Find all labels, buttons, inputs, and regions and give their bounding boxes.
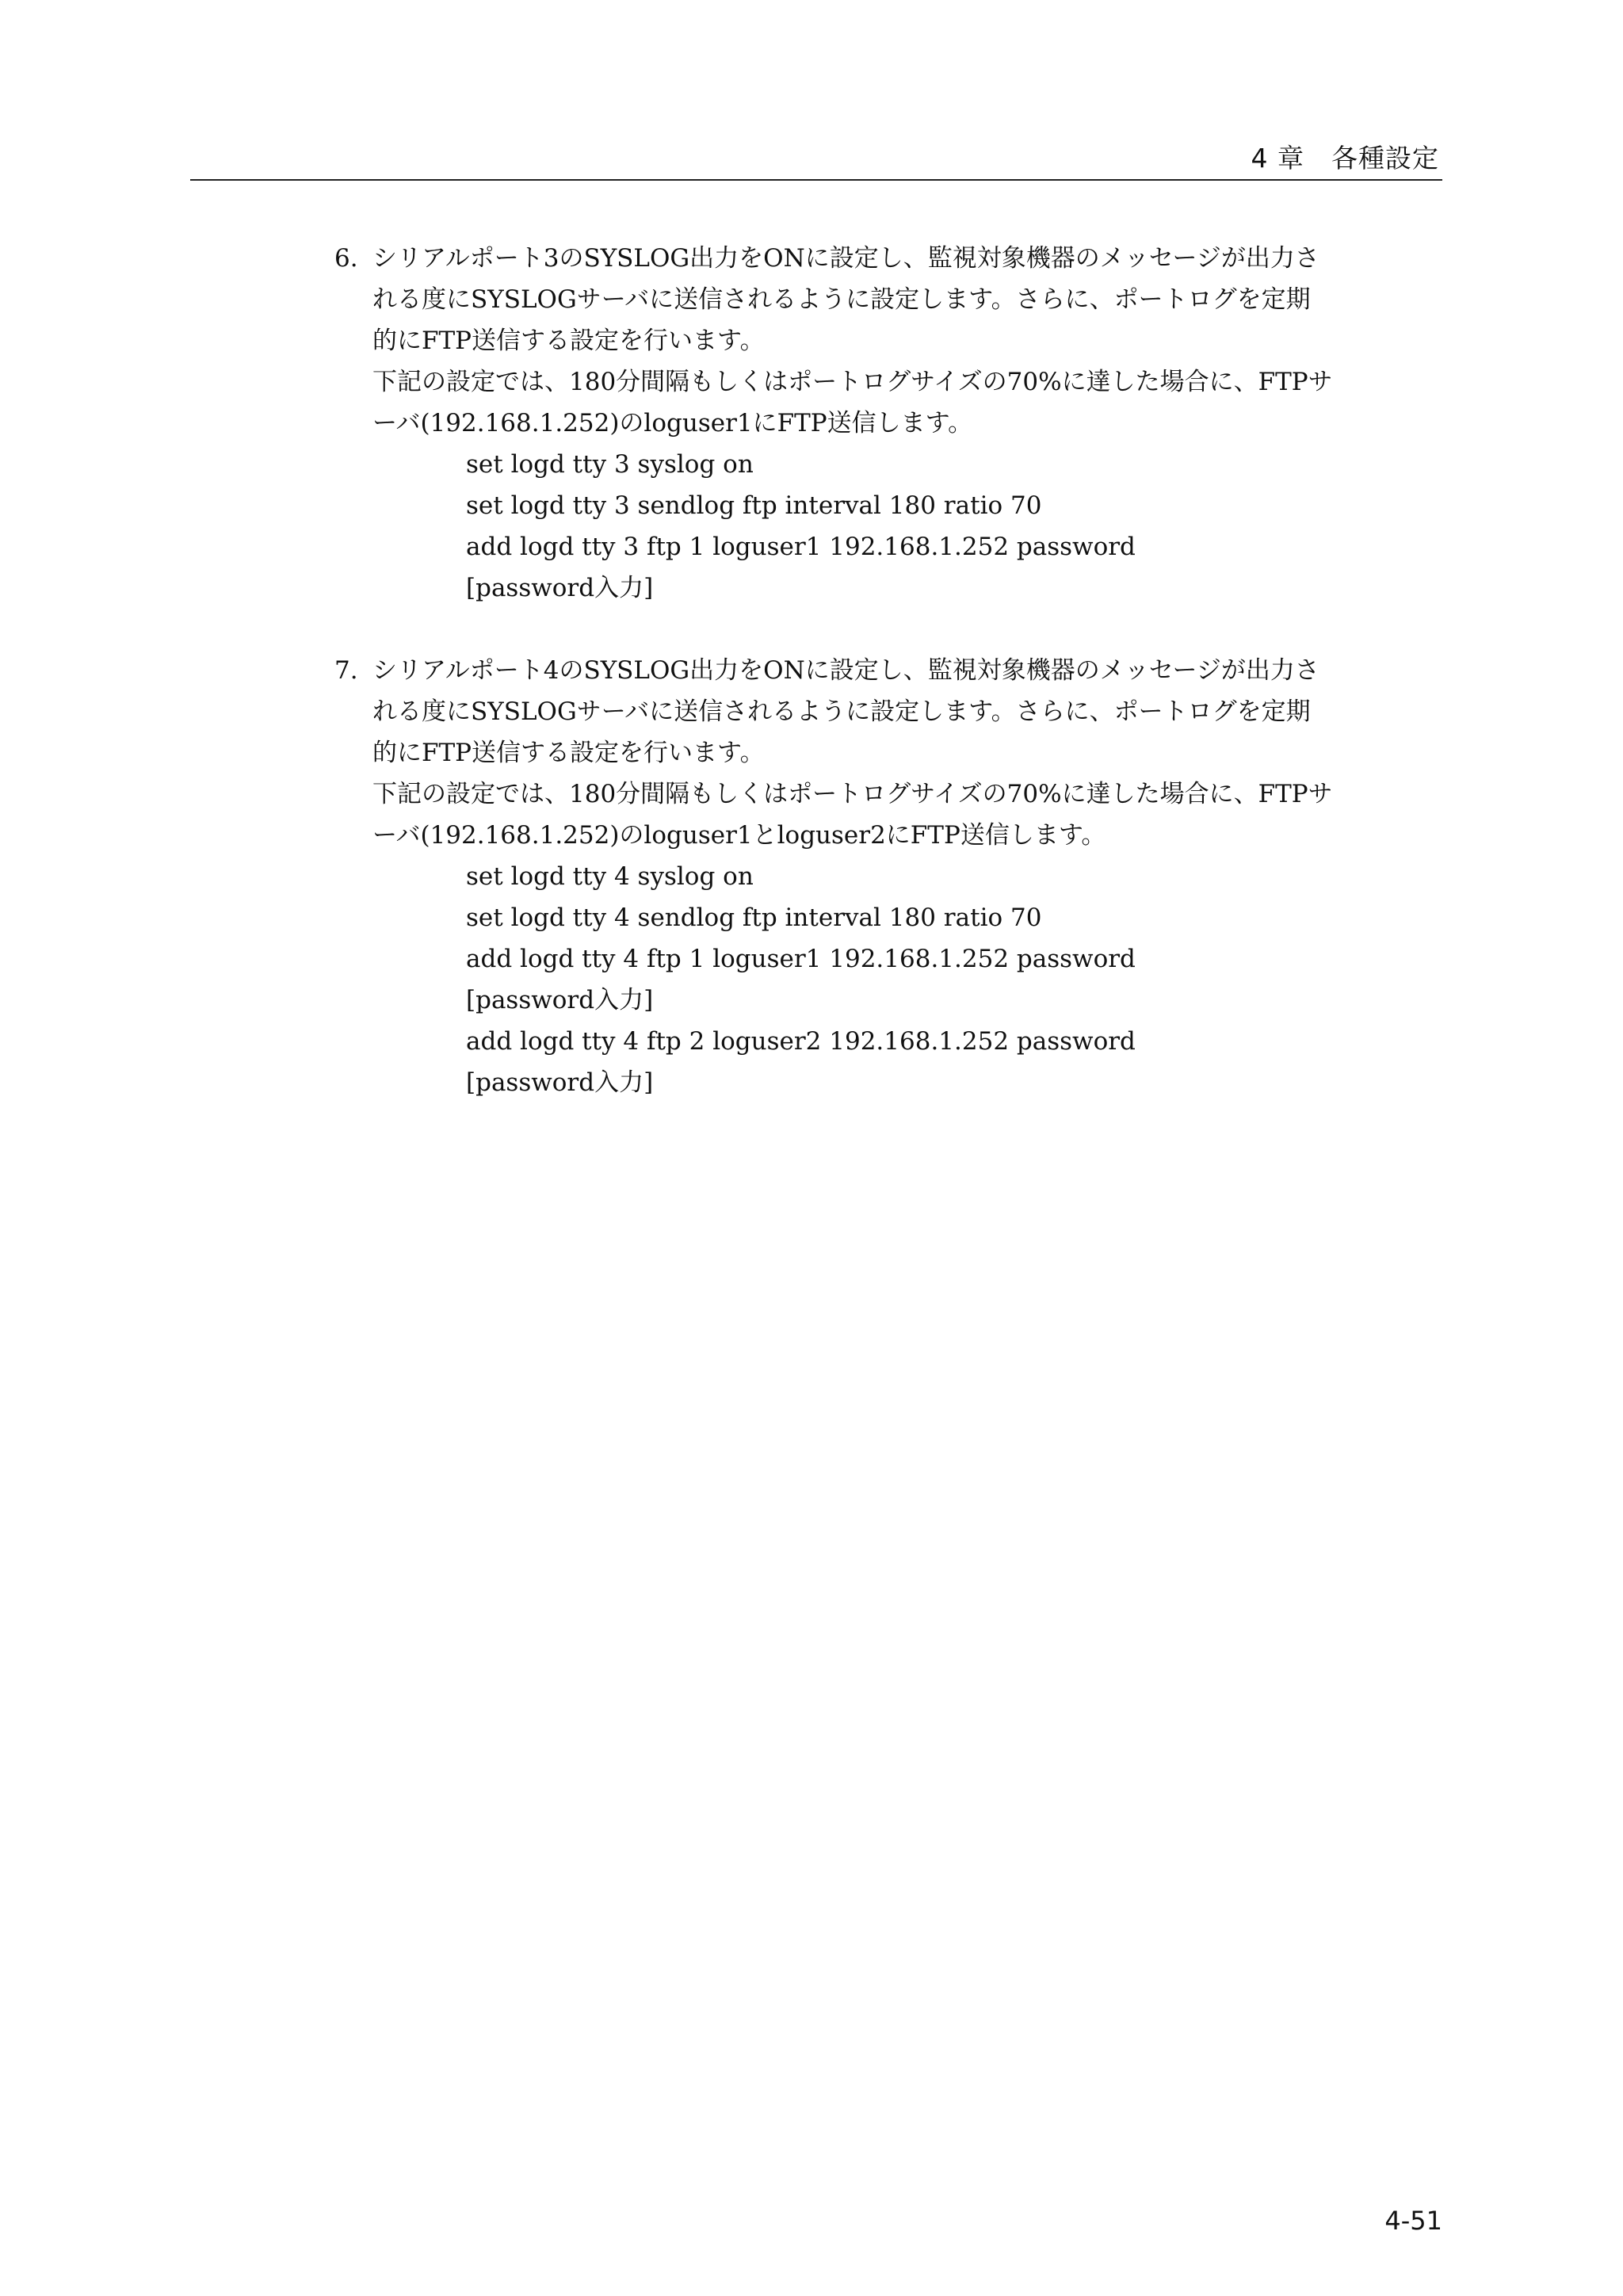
list-item-6 <box>334 238 1452 609</box>
command-block <box>466 444 1452 609</box>
body-line: 的にFTP送信する設定を行います。 <box>372 327 765 355</box>
item-body <box>372 650 1452 1103</box>
body-line: れる度にSYSLOGサーバに送信されるように設定します。さらに、ポートログを定期 <box>372 697 1311 726</box>
body-line: れる度にSYSLOGサーバに送信されるように設定します。さらに、ポートログを定期 <box>372 285 1311 314</box>
command-line: [password入力] <box>466 574 654 602</box>
body-line: 下記の設定では、180分間隔もしくはポートログサイズの70%に達した場合に、FTPサ <box>372 368 1333 396</box>
body-line: ーバ(192.168.1.252)のloguser1とloguser2にFTP送信します。 <box>372 821 1106 850</box>
command-line: add logd tty 4 ftp 2 loguser2 192.168.1.252 password <box>466 1027 1136 1056</box>
list-item-7 <box>334 650 1452 1103</box>
command-line: add logd tty 3 ftp 1 loguser1 192.168.1.252 password <box>466 533 1136 561</box>
body-line: ーバ(192.168.1.252)のloguser1にFTP送信します。 <box>372 409 973 437</box>
command-line: set logd tty 4 sendlog ftp interval 180 ratio 70 <box>466 904 1042 932</box>
command-line: add logd tty 4 ftp 1 loguser1 192.168.1.252 password <box>466 945 1136 973</box>
command-line: set logd tty 4 syslog on <box>466 862 754 891</box>
item-number: 7. <box>334 656 358 685</box>
chapter-title: 4 章 各種設定 <box>1251 143 1439 174</box>
command-line: [password入力] <box>466 1068 654 1097</box>
item-number: 6. <box>334 244 358 273</box>
body-line: 的にFTP送信する設定を行います。 <box>372 739 765 767</box>
command-line: set logd tty 3 syslog on <box>466 450 754 479</box>
item-body <box>372 238 1452 609</box>
page-header <box>190 136 1442 181</box>
page-number: 4-51 <box>1384 2206 1442 2236</box>
command-line: set logd tty 3 sendlog ftp interval 180 ratio 70 <box>466 491 1042 520</box>
document-content <box>334 238 1452 1103</box>
body-line: 下記の設定では、180分間隔もしくはポートログサイズの70%に達した場合に、FTPサ <box>372 780 1333 808</box>
command-block <box>466 856 1452 1103</box>
command-line: [password入力] <box>466 986 654 1014</box>
body-line: シリアルポート4のSYSLOG出力をONに設定し、監視対象機器のメッセージが出力さ <box>372 656 1319 685</box>
body-line: シリアルポート3のSYSLOG出力をONに設定し、監視対象機器のメッセージが出力さ <box>372 244 1319 273</box>
